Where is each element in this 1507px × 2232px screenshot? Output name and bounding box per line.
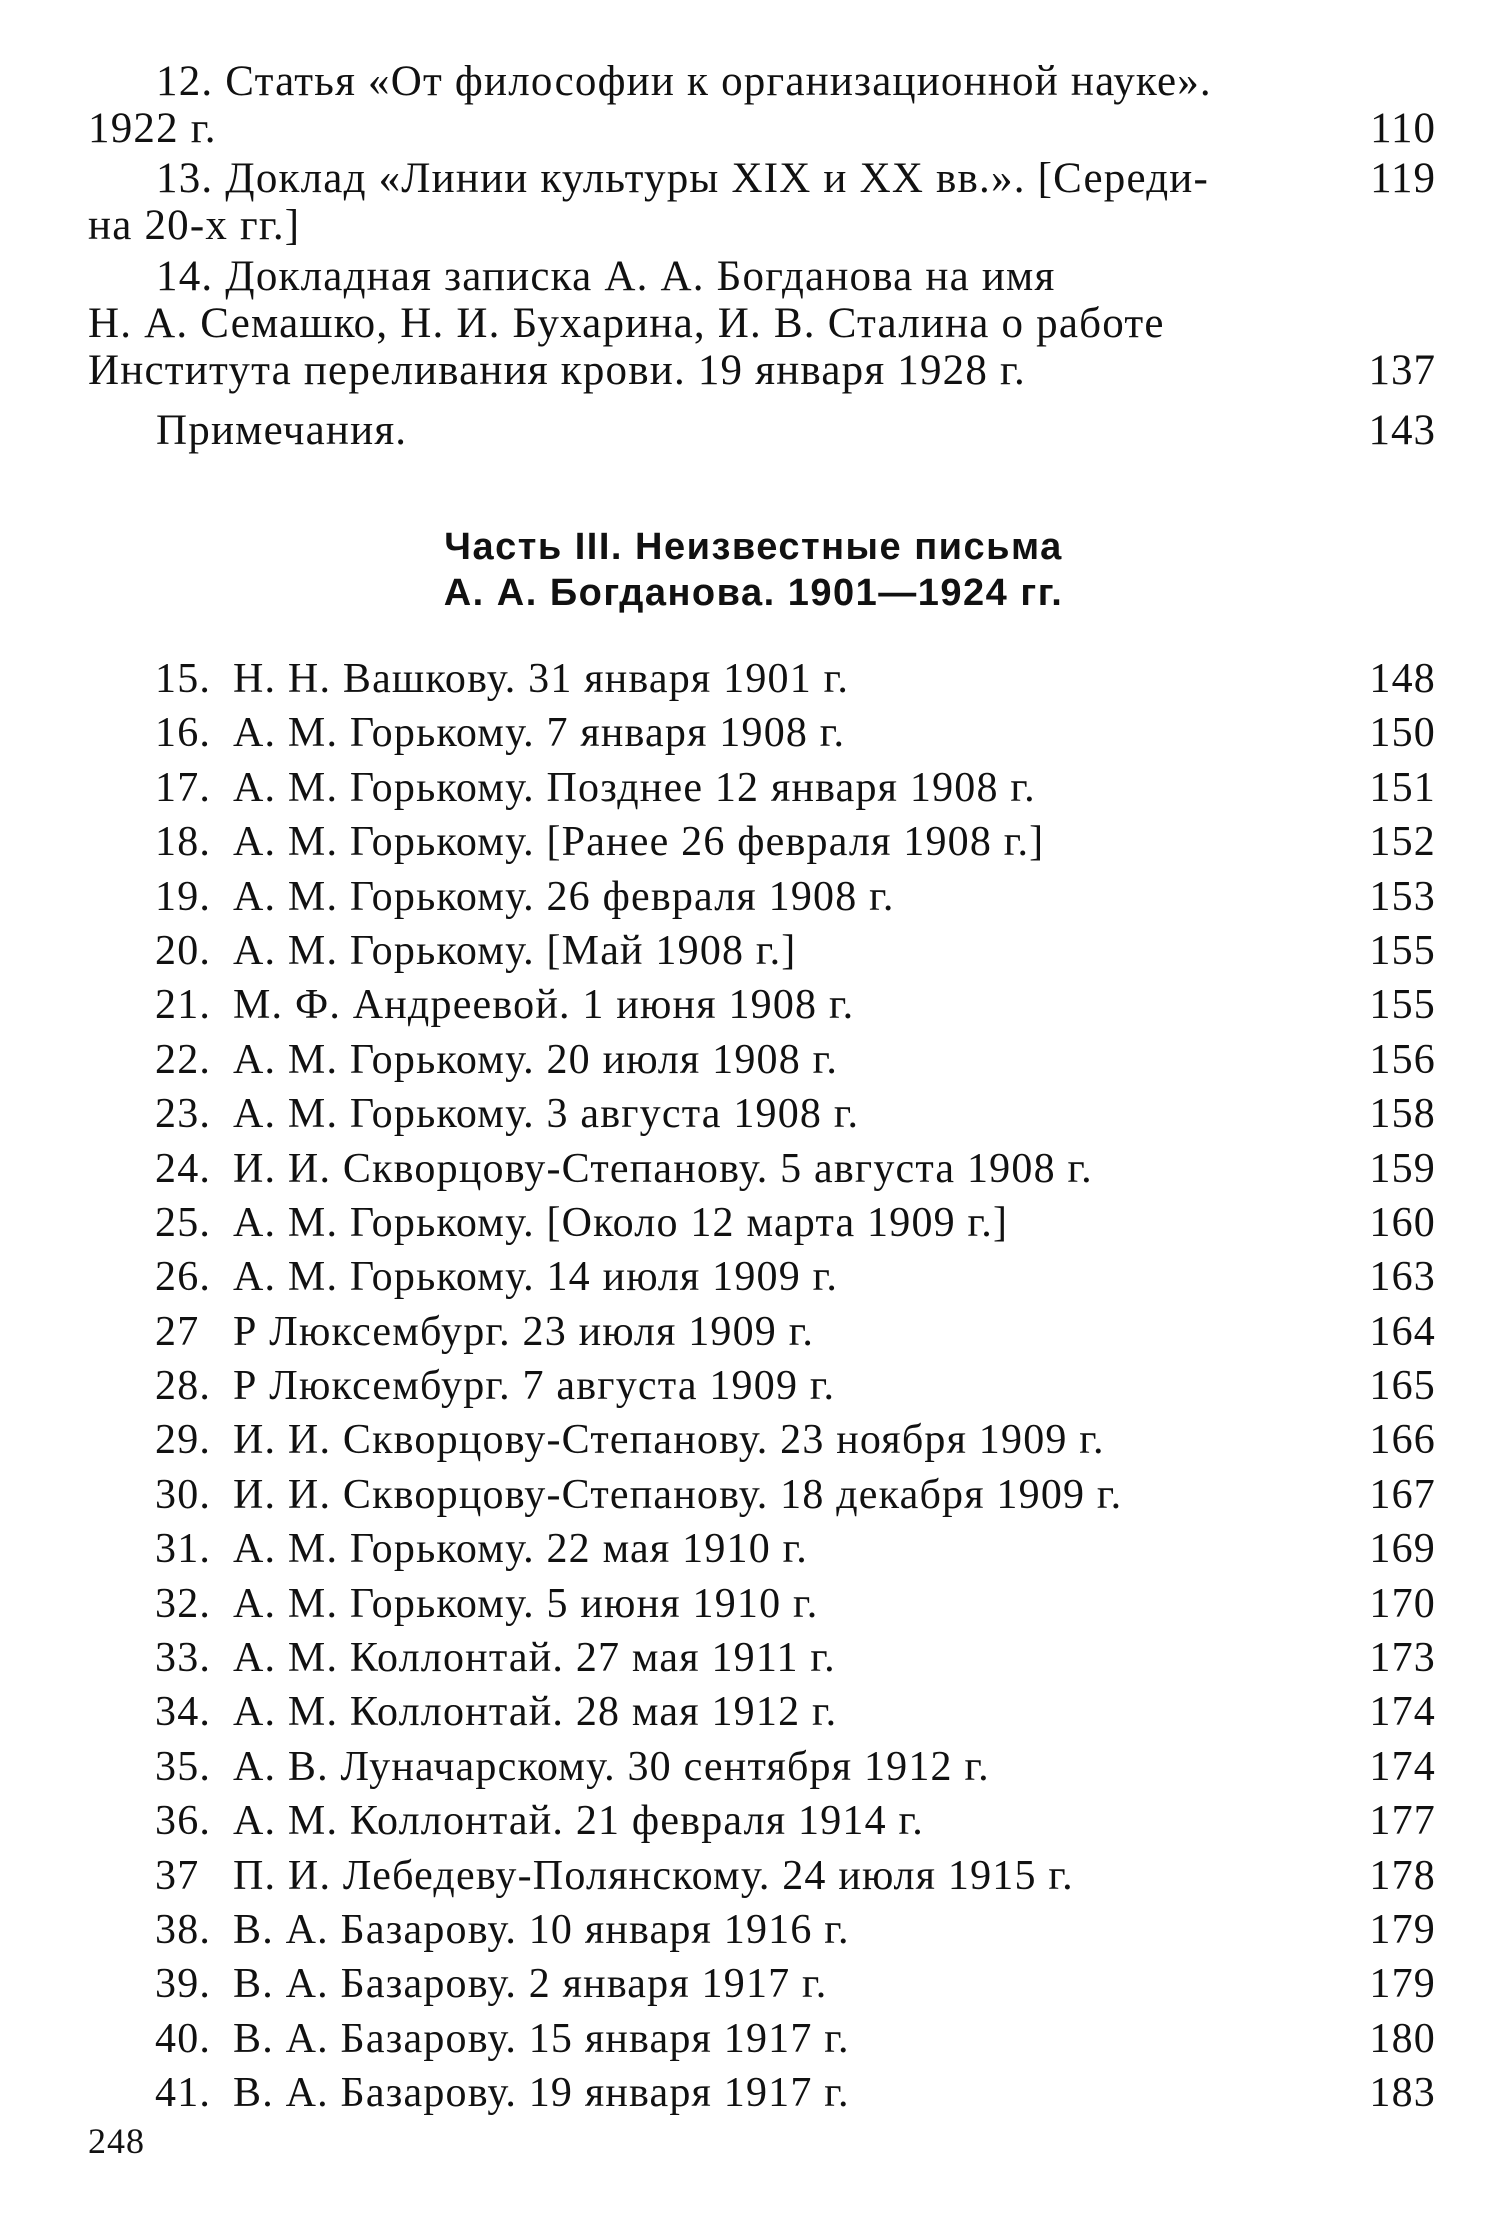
letter-entry [0,1525,1507,1579]
toc-entry-12-line-1: 12. Статья «От философии к организационной науке». [156,58,1212,105]
letter-title: А. В. Луначарскому. 30 сентября 1912 г. [233,1743,990,1790]
letter-number: 26. [155,1254,212,1301]
letter-page: 155 [1369,927,1436,974]
letter-title: И. И. Скворцову-Степанову. 23 ноября 1909 г. [233,1417,1105,1464]
letter-number: 36. [155,1798,212,1845]
letter-number: 27 [155,1308,200,1355]
letter-entry [0,818,1507,872]
letter-number: 24. [155,1145,212,1192]
letter-page: 177 [1369,1798,1436,1845]
letter-number: 21. [155,982,212,1029]
letter-title: М. Ф. Андреевой. 1 июня 1908 г. [233,982,855,1029]
letter-title: А. М. Коллонтай. 28 мая 1912 г. [233,1689,838,1736]
letter-number: 18. [155,819,212,866]
letter-number: 32. [155,1580,212,1627]
letter-entry [0,1634,1507,1688]
letter-page: 174 [1369,1743,1436,1790]
letter-title: А. М. Горькому. [Около 12 марта 1909 г.] [233,1199,1009,1246]
letter-page: 183 [1369,2070,1436,2117]
letter-number: 20. [155,927,212,974]
letter-title: А. М. Горькому. 14 июля 1909 г. [233,1254,839,1301]
letter-entry [0,927,1507,981]
letter-title: А. М. Горькому. 5 июня 1910 г. [233,1580,819,1627]
toc-entry-13 [88,155,1448,249]
letter-page: 159 [1369,1145,1436,1192]
letter-page: 160 [1369,1199,1436,1246]
letter-entry [0,1362,1507,1416]
letter-entry [0,1743,1507,1797]
letter-page: 164 [1369,1308,1436,1355]
letter-entry [0,1253,1507,1307]
toc-entry-12 [88,58,1448,152]
letter-number: 25. [155,1199,212,1246]
toc-entry-12-line-2: 1922 г. [88,105,217,152]
toc-notes-page: 143 [1368,407,1436,454]
letter-title: В. А. Базарову. 15 января 1917 г. [233,2015,850,2062]
letter-page: 158 [1369,1091,1436,1138]
toc-entry-14-page: 137 [1368,347,1436,394]
toc-entry-13-line-2: на 20-х гг.] [88,202,301,249]
toc-entry-14-line-1: 14. Докладная записка А. А. Богданова на имя [156,253,1056,300]
letter-title: Н. Н. Вашкову. 31 января 1901 г. [233,656,850,702]
letter-title: В. А. Базарову. 10 января 1916 г. [233,1906,850,1953]
letter-entry [0,1308,1507,1362]
letter-page: 150 [1369,710,1436,757]
letter-entry [0,2015,1507,2069]
letter-title: А. М. Горькому. [Ранее 26 февраля 1908 г.] [233,819,1045,866]
letter-entry [0,1090,1507,1144]
letter-title: А. М. Горькому. 26 февраля 1908 г. [233,873,895,920]
letter-title: П. И. Лебедеву-Полянскому. 24 июля 1915 г. [233,1852,1074,1899]
letter-page: 179 [1369,1906,1436,1953]
letter-page: 156 [1369,1036,1436,1083]
letter-title: Р Люксембург. 23 июля 1909 г. [233,1308,815,1355]
letter-number: 38. [155,1906,212,1953]
letter-title: А. М. Горькому. [Май 1908 г.] [233,927,797,974]
letter-title: А. М. Горькому. 22 мая 1910 г. [233,1526,809,1573]
letter-page: 180 [1369,2015,1436,2062]
letter-title: И. И. Скворцову-Степанову. 5 августа 1908 г. [233,1145,1093,1192]
letter-number: 31. [155,1526,212,1573]
letter-title: В. А. Базарову. 2 января 1917 г. [233,1961,828,2008]
letter-number: 40. [155,2015,212,2062]
letter-number: 39. [155,1961,212,2008]
letter-page: 152 [1369,819,1436,866]
letter-number: 37 [155,1852,200,1899]
letter-number: 23. [155,1091,212,1138]
toc-entry-14-line-2: Н. А. Семашко, Н. И. Бухарина, И. В. Сталина о работе [88,300,1165,347]
letter-number: 34. [155,1689,212,1736]
letter-entry [0,1852,1507,1906]
letter-number: 41. [155,2070,212,2117]
toc-entry-14 [88,253,1448,394]
letter-page: 166 [1369,1417,1436,1464]
letter-page: 153 [1369,873,1436,920]
letter-entry [0,873,1507,927]
letter-page: 170 [1369,1580,1436,1627]
letter-entry [0,1580,1507,1634]
letter-title: А. М. Коллонтай. 27 мая 1911 г. [233,1635,836,1682]
letter-number: 17. [155,764,212,811]
letter-number: 15. [155,656,212,702]
letter-entry [0,2069,1507,2123]
letter-entry [0,1199,1507,1253]
letter-entry [0,1145,1507,1199]
toc-entry-14-line-3: Института переливания крови. 19 января 1928 г. [88,347,1026,394]
letter-entry [0,1960,1507,2014]
letter-page: 151 [1369,764,1436,811]
letter-page: 173 [1369,1635,1436,1682]
toc-notes [88,407,1448,454]
letter-title: А. М. Горькому. Позднее 12 января 1908 г. [233,764,1036,811]
letter-page: 174 [1369,1689,1436,1736]
letter-title: А. М. Горькому. 7 января 1908 г. [233,710,846,757]
part-heading-line-2: А. А. Богданова. 1901—1924 гг. [443,572,1064,614]
letter-number: 33. [155,1635,212,1682]
letter-number: 16. [155,710,212,757]
letter-entry [0,1906,1507,1960]
letter-entry [0,1688,1507,1742]
toc-entry-12-page: 110 [1370,105,1436,152]
letter-number: 30. [155,1471,212,1518]
letter-entry [0,709,1507,763]
letter-entry [0,1797,1507,1851]
letter-page: 178 [1369,1852,1436,1899]
letter-entry [0,764,1507,818]
letter-page: 148 [1369,656,1436,702]
letter-title: И. И. Скворцову-Степанову. 18 декабря 1909 г. [233,1471,1123,1518]
letter-title: А. М. Горькому. 20 июля 1908 г. [233,1036,839,1083]
letter-page: 163 [1369,1254,1436,1301]
letter-entry [0,1471,1507,1525]
letters-list [0,655,1507,2124]
letter-entry [0,981,1507,1035]
letter-page: 169 [1369,1526,1436,1573]
letter-entry [0,1036,1507,1090]
letter-page: 165 [1369,1363,1436,1410]
toc-entry-13-line-1: 13. Доклад «Линии культуры XIX и XX вв.». [Середи- [156,155,1210,202]
page-number: 248 [88,2121,145,2161]
toc-notes-label: Примечания. [156,407,408,454]
letter-number: 29. [155,1417,212,1464]
letter-title: Р Люксембург. 7 августа 1909 г. [233,1363,836,1410]
letter-page: 179 [1369,1961,1436,2008]
letter-title: А. М. Коллонтай. 21 февраля 1914 г. [233,1798,924,1845]
letter-number: 35. [155,1743,212,1790]
toc-entry-13-page: 119 [1370,155,1436,202]
letter-entry [0,1416,1507,1470]
letter-title: В. А. Базарову. 19 января 1917 г. [233,2070,850,2117]
letter-number: 19. [155,873,212,920]
part-heading-line-1: Часть III. Неизвестные письма [444,526,1063,568]
letter-title: А. М. Горькому. 3 августа 1908 г. [233,1091,860,1138]
letter-number: 22. [155,1036,212,1083]
letter-page: 167 [1369,1471,1436,1518]
letter-entry [0,655,1507,709]
letter-page: 155 [1369,982,1436,1029]
letter-number: 28. [155,1363,212,1410]
